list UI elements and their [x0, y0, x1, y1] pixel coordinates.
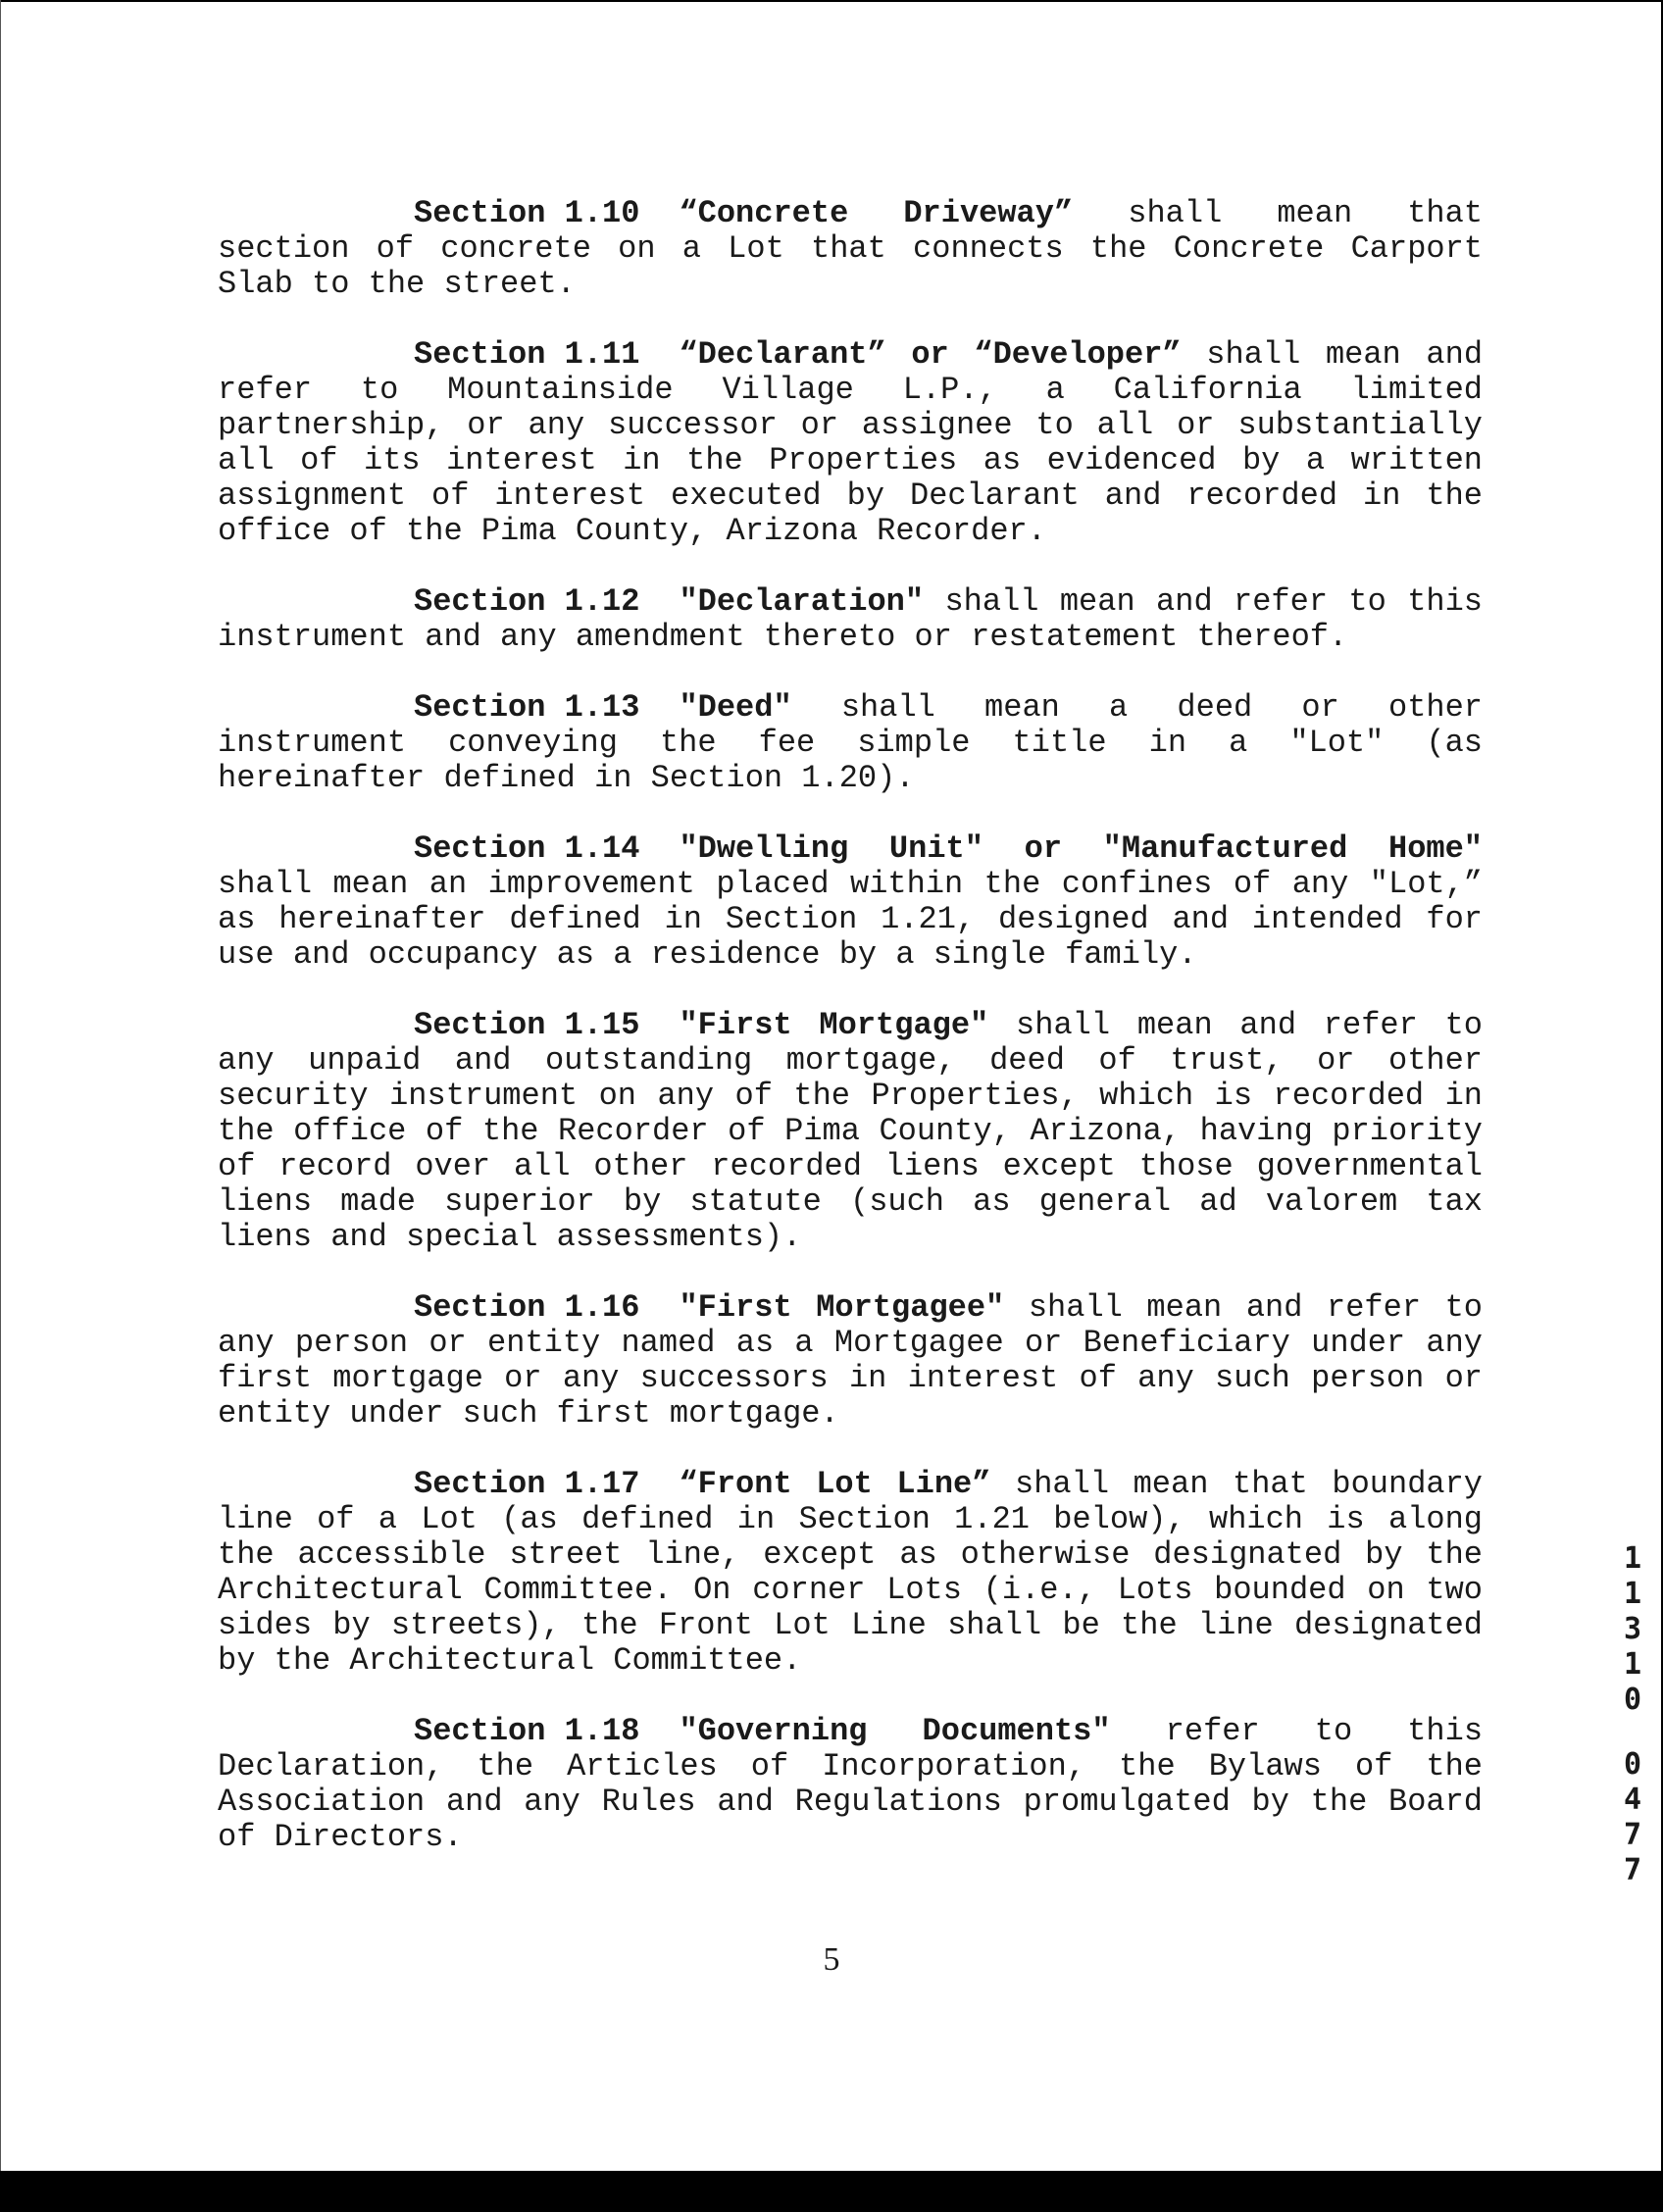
defined-term: "First Mortgagee" — [679, 1289, 1005, 1326]
section-1-11 — [218, 337, 1483, 549]
section-text: shall mean a deed or other instrument conveying the fee simple title in a "Lot" (as hereinafter defined in Section 1.20). — [218, 689, 1484, 796]
scan-top-border — [0, 0, 1663, 2]
section-text: shall mean and refer to any unpaid and outstanding mortgage, deed of trust, or other security instrument on any of the Properties, which is recorded in the office of the Recorder of Pima County, Arizona, having priority of record over all other recorded liens except those governmental liens made superior by statute (such as general ad valorem tax liens and special assessments). — [218, 1007, 1484, 1255]
section-1-18 — [218, 1714, 1483, 1855]
section-number: Section 1.10 — [414, 195, 640, 231]
section-number: Section 1.16 — [414, 1289, 640, 1326]
page-number: 5 — [823, 1941, 840, 1978]
section-number: Section 1.14 — [414, 830, 640, 867]
section-text: shall mean and refer to any person or entity named as a Mortgagee or Beneficiary under any first mortgage or any successors in interest of any such person or entity under such first mortgage. — [218, 1289, 1484, 1432]
defined-term: "Governing Documents" — [679, 1713, 1111, 1749]
scan-left-border — [0, 0, 1, 2212]
section-text: shall mean that boundary line of a Lot (as defined in Section 1.21 below), which is along the accessible street line, except as otherwise designated by the Architectural Committee. On corner Lots (i.e., Lots bounded on two sides by streets), the Front Lot Line shall be the line designated by the Architectural Committee. — [218, 1466, 1484, 1679]
section-1-13 — [218, 690, 1483, 796]
stamp-digit: 3 — [1623, 1612, 1642, 1646]
stamp-digit: 1 — [1623, 1647, 1642, 1682]
section-number: Section 1.13 — [414, 689, 640, 726]
section-number: Section 1.12 — [414, 583, 640, 620]
section-1-10 — [218, 196, 1483, 302]
stamp-digit: 4 — [1623, 1783, 1642, 1817]
defined-term: “Front Lot Line” — [679, 1466, 991, 1502]
section-number: Section 1.11 — [414, 336, 640, 373]
recording-number-stamp — [1618, 1541, 1647, 1888]
section-text: refer to this Declaration, the Articles of Incorporation, the Bylaws of the Association and any Rules and Regulations promulgated by the Board of Directors. — [218, 1713, 1484, 1855]
section-1-16 — [218, 1290, 1483, 1432]
stamp-digit: 0 — [1623, 1747, 1642, 1782]
defined-term: "Deed" — [679, 689, 792, 726]
scan-bottom-border — [0, 2171, 1663, 2212]
section-1-17 — [218, 1467, 1483, 1679]
defined-term: “Declarant” or “Developer” — [679, 336, 1182, 373]
section-text: shall mean that section of concrete on a Lot that connects the Concrete Carport Slab to the street. — [218, 195, 1484, 302]
document-body — [218, 196, 1483, 1890]
section-text: shall mean and refer to this instrument and any amendment thereto or restatement thereof. — [218, 583, 1483, 655]
section-1-12 — [218, 584, 1483, 655]
stamp-digit: 1 — [1623, 1577, 1642, 1611]
defined-term: “Concrete Driveway” — [679, 195, 1074, 231]
defined-term: "First Mortgage" — [679, 1007, 989, 1043]
section-number: Section 1.18 — [414, 1713, 640, 1749]
stamp-digit: 1 — [1623, 1541, 1642, 1576]
defined-term: "Declaration" — [679, 583, 925, 620]
section-text: shall mean an improvement placed within the confines of any "Lot,” as hereinafter defined in Section 1.21, designed and intended for use and occupancy as a residence by a single family. — [218, 866, 1483, 973]
stamp-digit: 7 — [1623, 1853, 1642, 1887]
section-text: shall mean and refer to Mountainside Village L.P., a California limited partnership, or any successor or assignee to all or substantially all of its interest in the Properties as evidenced by a written assignment of interest executed by Declarant and recorded in the office of the Pima County, Arizona Recorder. — [218, 336, 1484, 549]
defined-term: "Dwelling Unit" or "Manufactured Home" — [679, 830, 1483, 867]
stamp-digit: 0 — [1623, 1683, 1642, 1717]
section-1-15 — [218, 1008, 1483, 1255]
stamp-digit: 7 — [1623, 1818, 1642, 1852]
section-number: Section 1.15 — [414, 1007, 640, 1043]
section-number: Section 1.17 — [414, 1466, 640, 1502]
section-1-14 — [218, 831, 1483, 973]
